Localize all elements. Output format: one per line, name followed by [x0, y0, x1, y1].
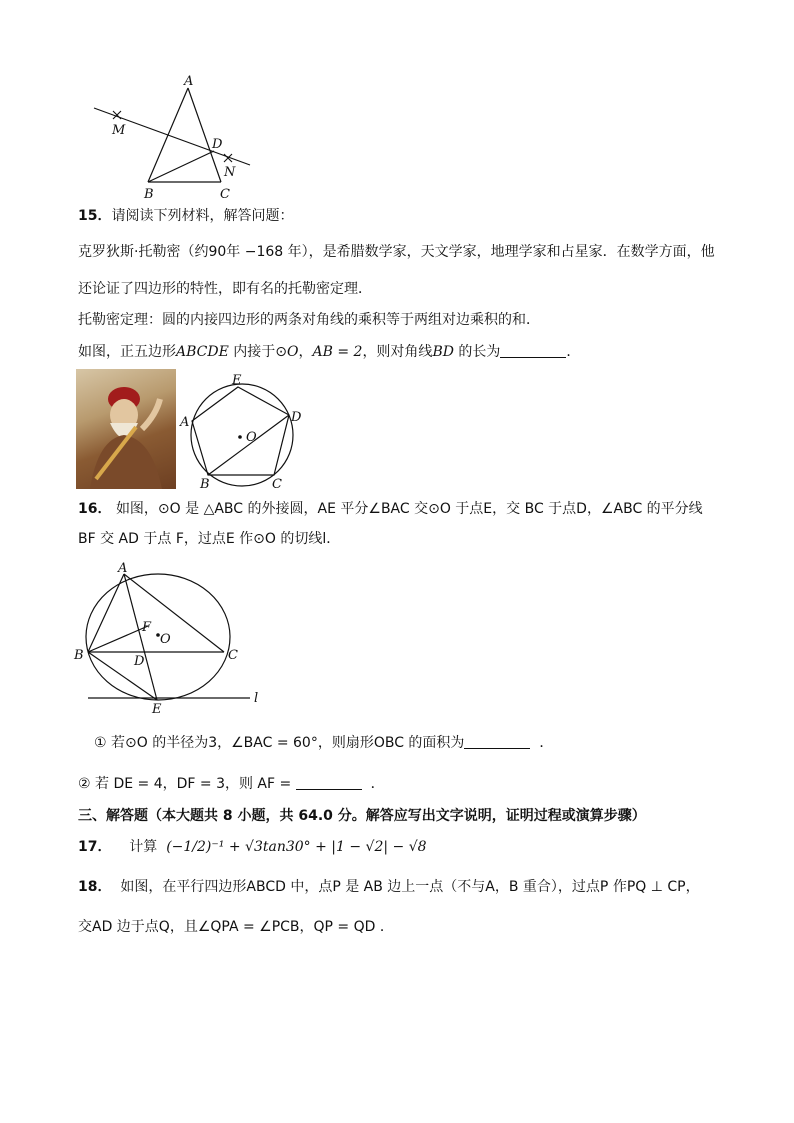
- q15-circle: O: [287, 344, 299, 360]
- q15-question-pre: 如图，正五边形: [78, 344, 176, 360]
- q17-number: 17．: [78, 839, 112, 855]
- q18-text1: 如图，在平行四边形ABCD 中，点P 是 AB 边上一点（不与A，B 重合），过点P 作PQ ⊥ CP，: [120, 879, 700, 895]
- answer-blank[interactable]: [296, 775, 362, 790]
- label-l: l: [254, 691, 259, 706]
- label-O: O: [246, 430, 257, 445]
- triangle-figure: [88, 72, 258, 204]
- label-B: B: [200, 477, 210, 491]
- answer-blank[interactable]: [464, 734, 530, 749]
- figure-q15-pentagon: [178, 371, 306, 491]
- q17-label: 计算: [129, 839, 158, 855]
- q16-sub2: [78, 775, 385, 793]
- portrait-image: [76, 369, 176, 489]
- q18-number: 18．: [78, 879, 112, 895]
- q15-given: AB = 2: [312, 344, 363, 360]
- label-D: D: [291, 410, 302, 425]
- label-C: C: [272, 477, 282, 491]
- label-O: O: [160, 632, 171, 647]
- q18-line1: [78, 878, 700, 896]
- section-3-title: 三、解答题（本大题共 8 小题，共 64.0 分。解答应写出文字说明，证明过程或演算步骤）: [78, 808, 646, 824]
- label-C: C: [220, 187, 230, 202]
- label-E: E: [152, 702, 162, 716]
- answer-blank[interactable]: [500, 343, 566, 358]
- ptolemy-portrait: [76, 369, 176, 489]
- q16-number: 16．: [78, 501, 112, 517]
- q18-line2: 交AD 边于点Q，且∠QPA = ∠PCB，QP = QD ．: [78, 919, 394, 935]
- q15-comma: ，: [298, 344, 313, 360]
- q15-question-post: ，则对角线: [362, 344, 433, 360]
- q15-line2: 还论证了四边形的特性，即有名的托勒密定理．: [78, 281, 372, 297]
- label-B: B: [144, 187, 154, 202]
- q16-sub2-text: ② 若 DE = 4，DF = 3，则 AF =: [78, 776, 292, 792]
- figure-q14: [88, 72, 258, 204]
- q15-pentagon: ABCDE: [176, 344, 229, 360]
- q16-text1: 如图，⊙O 是 △ABC 的外接圆，AE 平分∠BAC 交⊙O 于点E，交 BC 于点D，∠ABC 的平分线: [115, 501, 703, 517]
- label-A: A: [118, 561, 128, 576]
- pentagon-figure: [178, 371, 306, 491]
- label-N: N: [224, 165, 236, 180]
- label-B: B: [74, 648, 84, 663]
- label-D: D: [212, 137, 223, 152]
- label-C: C: [228, 648, 238, 663]
- label-M: M: [112, 123, 126, 138]
- circle-figure: [72, 560, 268, 716]
- q16-sub1-end: ．: [539, 735, 554, 751]
- label-D: D: [134, 654, 145, 669]
- q15-number: 15．: [78, 208, 112, 224]
- q15-line1: 克罗狄斯·托勒密（约90年 −168 年），是希腊数学家，天文学家，地理学家和占星家．在数学方面，他: [78, 244, 715, 260]
- q15-theorem: 托勒密定理：圆的内接四边形的两条对角线的乘积等于两组对边乘积的和．: [78, 312, 540, 328]
- label-F: F: [142, 620, 152, 635]
- q16-sub2-end: ．: [370, 776, 385, 792]
- q15-header: [78, 207, 293, 225]
- q16-sub1: [94, 734, 553, 752]
- q16-line1: [78, 500, 703, 518]
- q15-period: ．: [566, 344, 581, 360]
- label-A: A: [184, 74, 194, 89]
- q17-expression: (−1/2)⁻¹ + √3tan30° + |1 − √2| − √8: [166, 839, 427, 855]
- q16-line2: BF 交 AD 于点 F，过点E 作⊙O 的切线l．: [78, 531, 341, 547]
- q17: [78, 838, 427, 856]
- q16-sub1-text: ① 若⊙O 的半径为3，∠BAC = 60°，则扇形OBC 的面积为: [94, 735, 465, 751]
- q15-question: [78, 343, 580, 361]
- q15-question-end: 的长为: [453, 344, 501, 360]
- label-E: E: [232, 373, 242, 388]
- q15-question-mid: 内接于⊙: [228, 344, 288, 360]
- q15-diag: BD: [432, 344, 454, 360]
- q15-intro: 请阅读下列材料，解答问题：: [111, 208, 294, 224]
- label-A: A: [180, 415, 190, 430]
- figure-q16: [72, 560, 268, 716]
